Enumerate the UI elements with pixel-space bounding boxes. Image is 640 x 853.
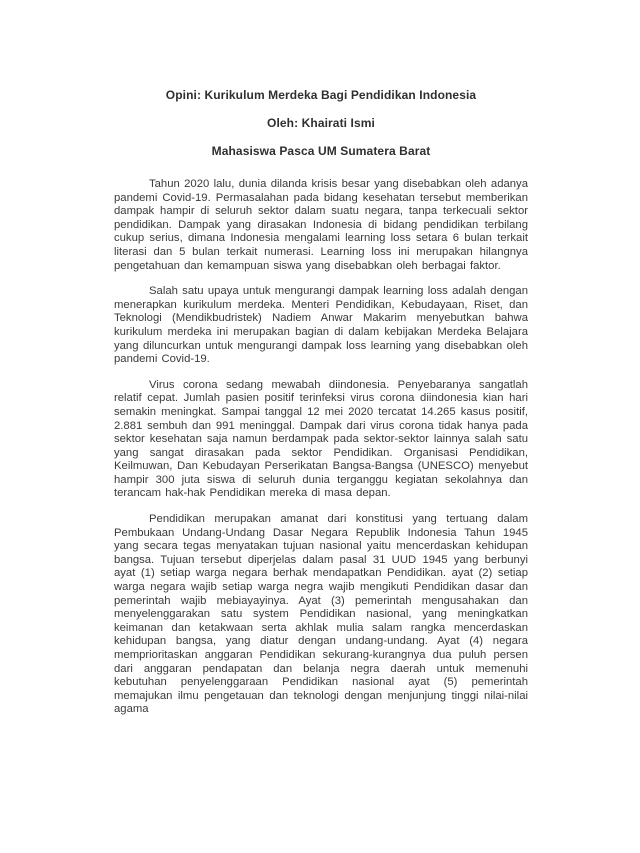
document-affiliation: Mahasiswa Pasca UM Sumatera Barat [211, 144, 431, 158]
paragraph-4: Pendidikan merupakan amanat dari konstitusi yang tertuang dalam Pembukaan Undang-Undang Dasar Negara Republik Indonesia Tahun 1945 yang secara tegas menyatakan tujuan nasional yaitu mencerdaskan kehidupan bangsa. Tujuan tersebut diperjelas dalam pasal 31 UUD 1945 yang berbunyi ayat (1) setiap warga negara berhak mendapatkan Pendidikan. ayat (2) setiap warga negara wajib setiap warga negra wajib mengikuti Pendidikan dasar dan pemerintah wajib mebiayayinya. Ayat (3) pemerintah mengusahakan dan menyelenggarakan satu system Pendidikan nasional, yang meningkatkan keimanan dan ketakwaan serta akhlak mulia salam rangka mencerdaskan kehidupan bangsa, yang diatur dengan undang-undang. Ayat (4) negara memprioritaskan anggaran Pendidikan sekurang-kurangnya dua puluh persen dari anggaran pendapatan dan belanja negra daerah untuk memenuhi kebutuhan penyelenggaraan Pendidikan nasional ayat (5) pemerintah memajukan ilmu pengetauan dan teknologi dengan menjunjung tinggi nilai-nilai agama [114, 513, 528, 716]
document-content [114, 88, 528, 717]
paragraph-1: Tahun 2020 lalu, dunia dilanda krisis besar yang disebabkan oleh adanya pandemi Covid-19. Permasalahan pada bidang kesehatan tersebut memberikan dampak hampir di seluruh sektor dalam suatu negara, tanpa terkecuali sektor pendidikan. Dampak yang dirasakan Indonesia di bidang pendidikan terbilang cukup serius, dimana Indonesia mengalami learning loss setara 6 bulan terkait literasi dan 5 bulan terkait numerasi. Learning loss ini merupakan hilangnya pengetahuan dan kemampuan siswa yang disebabkan oleh berbagai faktor. [114, 178, 528, 272]
document-title: Opini: Kurikulum Merdeka Bagi Pendidikan Indonesia [165, 88, 477, 102]
document-author: Oleh: Khairati Ismi [267, 116, 375, 130]
paragraph-3: Virus corona sedang mewabah diindonesia. Penyebaranya sangatlah relatif cepat. Jumlah pasien positif terinfeksi virus corona diindonesia kian hari semakin meningkat. Sampai tanggal 12 mei 2020 tercatat 14.265 kasus positif, 2.881 sembuh dan 991 meninggal. Dampak dari virus corona tidak hanya pada sektor kesehatan saja namun berdampak pada sektor-sektor lainnya salah satu yang sangat dirasakan pada sektor Pendidikan. Organisasi Pendidikan, Keilmuwan, Dan Kebudayan Perserikatan Bangsa-Bangsa (UNESCO) menyebut hampir 300 juta siswa di seluruh dunia terganggu kegiatan sekolahnya dan terancam hak-hak Pendidikan mereka di masa depan. [114, 378, 528, 500]
document-body [114, 178, 528, 717]
paragraph-2: Salah satu upaya untuk mengurangi dampak learning loss adalah dengan menerapkan kurikulum merdeka. Menteri Pendidikan, Kebudayaan, Riset, dan Teknologi (Mendikbudristek) Nadiem Anwar Makarim menyebutkan bahwa kurikulum merdeka ini merupakan bagian di dalam kebijakan Merdeka Belajara yang diluncurkan untuk mengurangi dampak loss learning yang disebabkan oleh pandemi Covid-19. [114, 285, 528, 366]
